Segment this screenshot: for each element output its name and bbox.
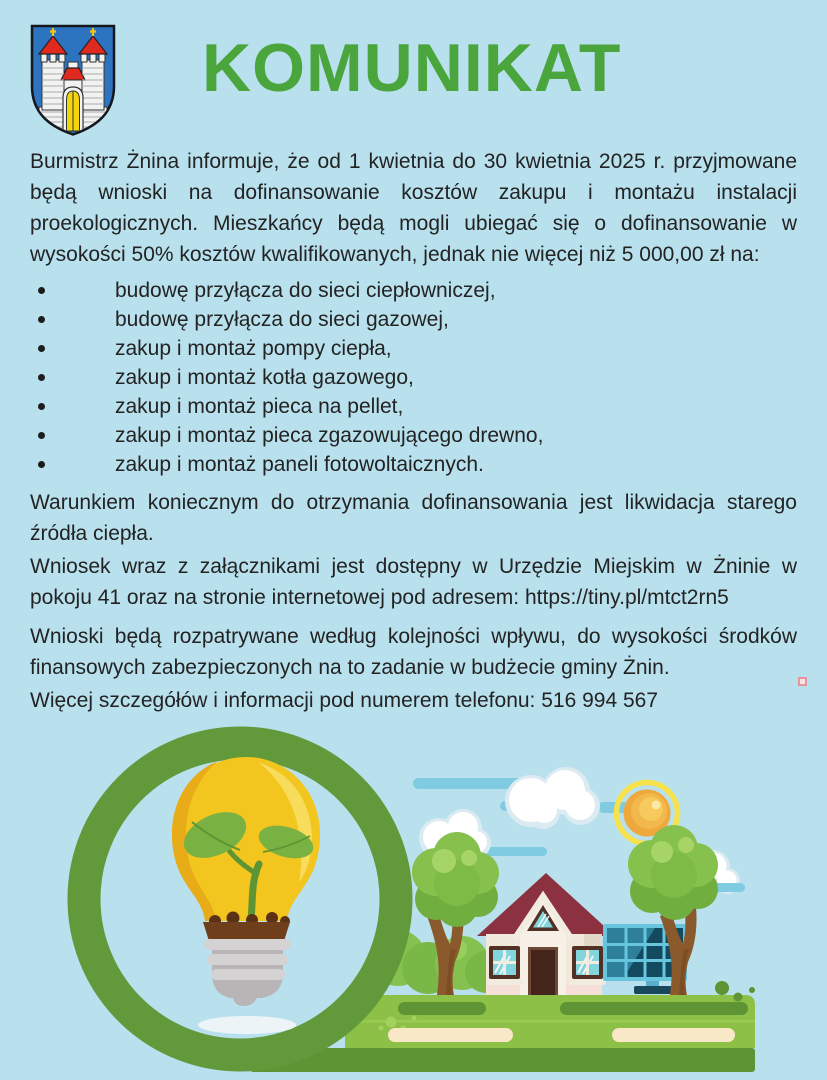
list-item — [30, 421, 797, 450]
house-icon — [477, 873, 615, 995]
bullet-icon — [38, 432, 45, 439]
window-icon — [569, 946, 606, 985]
list-item — [30, 392, 797, 421]
announcement-body — [30, 146, 797, 716]
znin-coat-of-arms-icon — [30, 24, 116, 136]
list-item-text: zakup i montaż pieca na pellet, — [115, 395, 404, 418]
intro-paragraph: Burmistrz Żnina informuje, że od 1 kwietnia do 30 kwietnia 2025 r. przyjmowane będą wnioski na dofinansowanie kosztów zakupu i montażu instalacji proekologicznych. Mieszkańcy będą mogli ubiegać się o dofinansowanie w wysokości 50% kosztów kwalifikowanych, jednak nie więcej niż 5 000,00 zł na: — [30, 150, 797, 266]
processing-paragraph: Wnioski będą rozpatrywane według kolejności wpływu, do wysokości środków finansowych zabezpieczonych na to zadanie w budżecie gminy Żnin. — [30, 625, 797, 679]
application-text: Wniosek wraz z załącznikami jest dostępny w Urzędzie Miejskim w Żninie w pokoju 41 oraz na stronie internetowej pod adresem: — [30, 555, 797, 609]
condition-paragraph: Warunkiem koniecznym do otrzymania dofinansowania jest likwidacja starego źródła ciepła. — [30, 491, 797, 545]
list-item-text: budowę przyłącza do sieci ciepłowniczej, — [115, 279, 496, 302]
list-item — [30, 334, 797, 363]
eco-illustration — [0, 720, 827, 1080]
cloud-icon — [505, 767, 600, 829]
list-item-text: zakup i montaż kotła gazowego, — [115, 366, 414, 389]
bullet-icon — [38, 345, 45, 352]
contact-text: Więcej szczegółów i informacji pod numerem telefonu: — [30, 689, 542, 712]
page-title: KOMUNIKAT — [202, 30, 622, 106]
list-item-text: zakup i montaż pieca zgazowującego drewno, — [115, 424, 544, 447]
list-item-text: zakup i montaż paneli fotowoltaicznych. — [115, 453, 484, 476]
list-item-text: budowę przyłącza do sieci gazowej, — [115, 308, 449, 331]
phone-number: 516 994 567 — [541, 689, 659, 712]
subsidy-items-list — [30, 276, 797, 479]
window-icon — [486, 946, 523, 985]
bullet-icon — [38, 461, 45, 468]
list-item — [30, 363, 797, 392]
application-url[interactable]: https://tiny.pl/mtct2rn5 — [524, 586, 729, 609]
contact-paragraph — [30, 685, 797, 716]
bullet-icon — [38, 374, 45, 381]
list-item-text: zakup i montaż pompy ciepła, — [115, 337, 392, 360]
pink-square-mark — [798, 677, 807, 686]
bullet-icon — [38, 287, 45, 294]
bullet-icon — [38, 403, 45, 410]
list-item — [30, 450, 797, 479]
list-item — [30, 276, 797, 305]
bullet-icon — [38, 316, 45, 323]
application-paragraph — [30, 551, 797, 613]
list-item — [30, 305, 797, 334]
